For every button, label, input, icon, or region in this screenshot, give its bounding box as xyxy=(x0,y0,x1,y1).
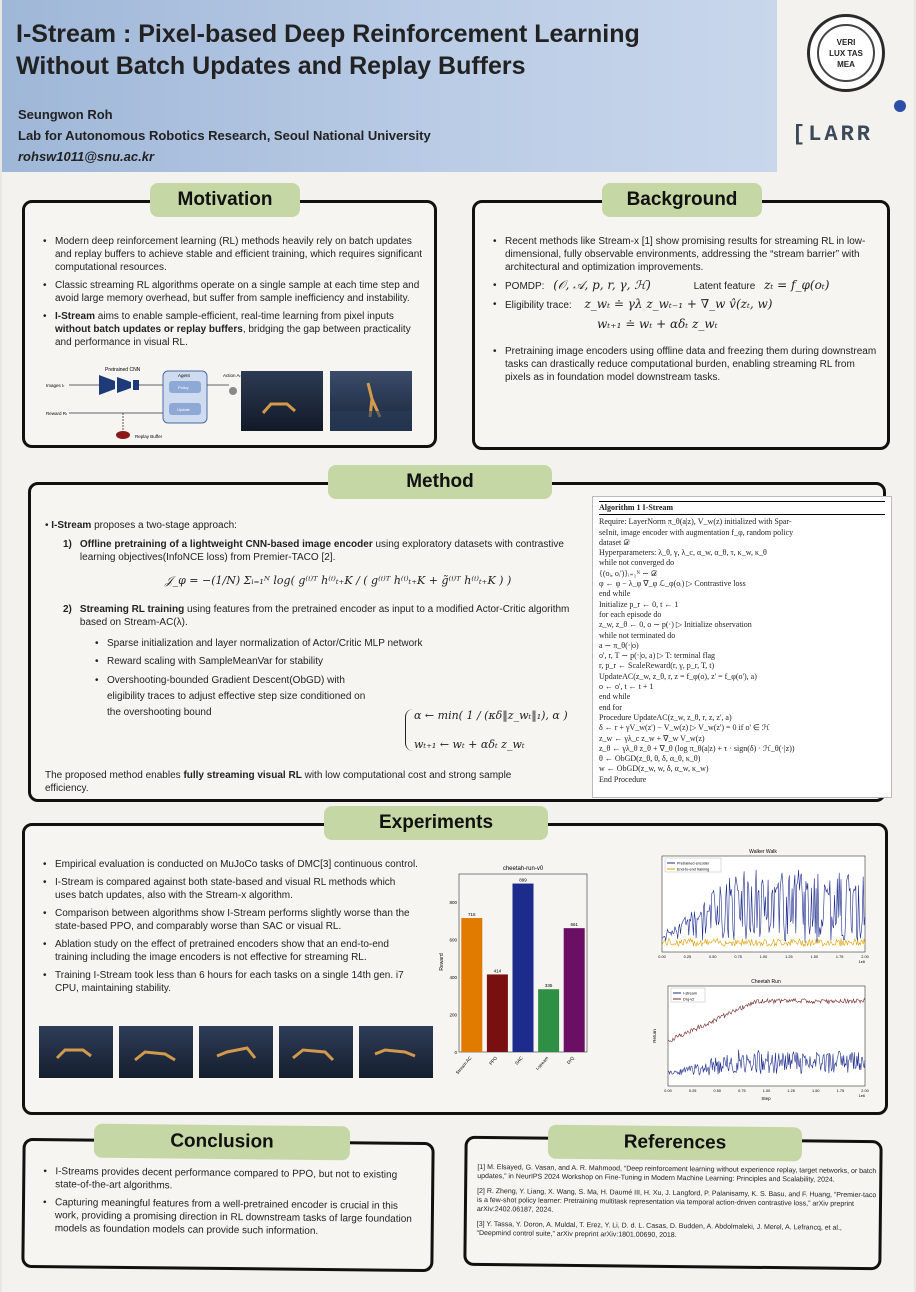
motivation-box xyxy=(22,200,437,448)
bar-chart-cheetah-run xyxy=(437,862,597,1102)
obgd-equations xyxy=(405,709,568,751)
x-axis-label: Step xyxy=(761,1096,771,1101)
trace-label: Eligibility trace: xyxy=(505,300,572,311)
step-2-sub-1: • Sparse initialization and layer normalization of Actor/Critic MLP network xyxy=(91,637,571,650)
algorithm-line: o', r, T ∼ p(·|o, a) ▷ T: terminal flag xyxy=(599,651,716,661)
mc-a: The proposed method enables xyxy=(45,770,184,781)
cheetah-frames xyxy=(39,1026,433,1078)
env-image-2 xyxy=(330,371,412,431)
x-tick-label: 0.00 xyxy=(664,1089,672,1093)
y-tick-label: 600 xyxy=(449,937,457,943)
reference-1: [1] M. Elsayed, G. Vasan, and A. R. Mahmood, “Deep reinforcement learning without experience replay, target networks, or batch updates,” in NeurIPS 2024 Workshop on Fine-Tuning in Modern Machine Learning: Principles and Scalability, 2024. xyxy=(477,1163,877,1184)
title-line-2: Without Batch Updates and Replay Buffers xyxy=(16,52,526,80)
algorithm-line: Hyperparameters: λ_θ, γ, λ_c, α_w, α_θ, τ, κ_w, κ_θ xyxy=(599,548,767,558)
algorithm-line: dataset 𝒟 xyxy=(599,537,630,547)
fig-cnn-label: Pretrained CNN xyxy=(105,367,141,373)
x-unit-label: 1e6 xyxy=(858,1094,865,1098)
exp-bullet-4: • Ablation study on the effect of pretrained encoders show that an end-to-end training including the image encoders is not effective for streaming RL. xyxy=(39,938,419,964)
algorithm-line: for each episode do xyxy=(599,609,662,619)
experiments-title: Experiments xyxy=(324,806,548,840)
obgd-eq-2: wₜ₊₁ ← wₜ + αδₜ z_wₜ xyxy=(414,738,525,751)
conclusion-bullet-2: • Capturing meaningful features from a well-pretrained encoder is crucial in this work, providing a promising direction in RL downstream tasks of large foundation models as foundation models can provide such information. xyxy=(39,1196,419,1239)
algorithm-header: Algorithm 1 I-Stream xyxy=(599,501,885,515)
background-bullet-trace xyxy=(489,298,879,331)
x-tick-label: 1.25 xyxy=(785,955,793,959)
conclusion-list xyxy=(39,1165,420,1244)
step-2-sublist xyxy=(91,637,423,721)
line-chart-cheetah-run xyxy=(650,974,875,1114)
cnn-shape-2 xyxy=(117,377,131,393)
poster xyxy=(2,0,914,1292)
bar-value-label: 715 xyxy=(468,912,476,918)
fig-images-label: Images Iₜ xyxy=(46,383,65,388)
step-1-bold: Offline pretraining of a lightweight CNN-based image encoder xyxy=(79,539,373,550)
x-tick-label: 1.00 xyxy=(759,955,768,959)
algorithm-line: z_θ ← γλ_θ z_θ + ∇_θ (log π_θ(a|z) + τ · sign(δ) · ℋ_θ(·|z)) xyxy=(599,743,795,753)
x-tick-label: 0.75 xyxy=(734,955,742,959)
method-intro-text: proposes a two-stage approach: xyxy=(91,520,237,531)
dot-decoration xyxy=(894,100,906,112)
architecture-diagram xyxy=(43,363,253,445)
background-list xyxy=(489,235,879,389)
fig-agent-label: Agent xyxy=(178,373,190,378)
motivation-title: Motivation xyxy=(150,183,300,217)
method-step-2 xyxy=(63,603,585,629)
legend-label: End-to-end training xyxy=(677,867,710,872)
algorithm-line: z_w ← γλ_c z_w + ∇_w V_w(z) xyxy=(599,733,705,743)
experiments-box xyxy=(22,823,888,1115)
method-intro: • I-Stream proposes a two-stage approach: xyxy=(45,520,237,531)
algorithm-line: a ∼ π_θ(·|o) xyxy=(599,640,639,650)
exp-bullet-3: • Comparison between algorithms show I-Stream performs slightly worse than the state-based PPO, and comparably worse than SAC or visual RL. xyxy=(39,907,419,933)
legend-label: Pretrained encoder xyxy=(677,861,710,866)
seal-text: VERI LUX TAS MEA xyxy=(829,37,863,69)
background-bullet-1: • Recent methods like Stream-x [1] show promising results for streaming RL in low-dimensional, fully observable environments, addressing the “stream barrier” with architectural and optimization improvements. xyxy=(489,235,879,274)
method-step-1 xyxy=(63,538,585,564)
x-tick-label: 0.25 xyxy=(683,955,692,959)
header-banner xyxy=(2,0,777,172)
latent-label: Latent feature xyxy=(693,281,756,292)
chart-title: Walker Walk xyxy=(749,849,777,855)
exp-bullet-1: • Empirical evaluation is conducted on MuJoCo tasks of DMC[3] continuous control. xyxy=(39,858,419,871)
cheetah-frame-2 xyxy=(119,1026,193,1078)
bar xyxy=(487,974,508,1052)
env-image-1 xyxy=(241,371,323,431)
replay-buffer-icon xyxy=(116,431,130,439)
algorithm-box xyxy=(592,496,892,798)
algorithm-line: φ ← φ − λ_φ ∇_φ ℒ_φ(oᵢ) ▷ Contrastive loss xyxy=(599,579,746,589)
algorithm-line: end while xyxy=(599,589,631,599)
robot-icon xyxy=(229,387,237,395)
lab-logo: [LARR xyxy=(792,122,874,147)
background-box xyxy=(472,200,890,450)
algorithm-line: z_w, z_θ ← 0, o ∼ p(·) ▷ Initialize observation xyxy=(599,620,752,630)
background-bullet-2: • Pretraining image encoders using offline data and freezing them during downstream tasks can drastically reduce computational burden, enabling streaming RL from pixels as in foundation model downstream tasks. xyxy=(489,345,879,384)
x-tick-label: 1.50 xyxy=(812,1089,820,1093)
algorithm-line: θ ← ObGD(z_θ, θ, δ, α_θ, κ_θ) xyxy=(599,754,701,764)
cheetah-frame-1 xyxy=(39,1026,113,1078)
cheetah-frame-3 xyxy=(199,1026,273,1078)
affiliation: Lab for Autonomous Robotics Research, Seoul National University xyxy=(18,128,431,143)
algorithm-line: o ← o', t ← t + 1 xyxy=(599,682,654,692)
x-tick-label: SAC xyxy=(513,1055,524,1066)
author-block xyxy=(18,104,431,167)
method-content xyxy=(45,519,585,794)
experiments-list xyxy=(39,858,419,1000)
seal-inner xyxy=(817,24,875,82)
background-title: Background xyxy=(602,183,762,217)
fig-reward-label: Reward Rₜ xyxy=(46,411,68,416)
method-intro-bold: I-Stream xyxy=(51,520,92,531)
algorithm-line: Initialize p_r ← 0, t ← 1 xyxy=(599,599,679,609)
x-tick-label: 1.25 xyxy=(787,1089,795,1093)
author-name: Seungwon Roh xyxy=(18,107,113,122)
x-unit-label: 1e6 xyxy=(858,960,865,964)
cnn-shape-3 xyxy=(133,380,139,390)
legend-label: Drq-v2 xyxy=(683,997,695,1002)
method-title: Method xyxy=(328,465,552,499)
motivation-bullet-1: • Modern deep reinforcement learning (RL) methods heavily rely on batch updates and replay buffers to achieve stable and efficient training, which requires significant computational resources. xyxy=(39,235,423,274)
conclusion-bullet-1: • I-Streams provides decent performance compared to PPO, but not to existing state-of-the-art algorithms. xyxy=(39,1165,419,1195)
trace-equation-1: z_wₜ ≐ γλ z_wₜ₋₁ + ∇_w v̂(zₜ, w) xyxy=(584,297,773,311)
chart-title: Cheetah Run xyxy=(751,979,781,985)
bar xyxy=(564,928,585,1052)
x-tick-label: Stream AC xyxy=(454,1055,473,1076)
motivation-list xyxy=(39,235,423,354)
fig-action-label: Action Aₜ xyxy=(223,373,241,378)
algorithm-lines xyxy=(599,517,885,785)
b3-text-a: aims to enable sample-efficient, real-time learning from pixel inputs xyxy=(95,311,394,322)
istream-bold: I-Stream xyxy=(55,311,96,322)
y-axis-label: Return xyxy=(652,1029,657,1043)
infonce-equation: 𝒥_φ = −(1/N) Σᵢ₌₁ᴺ log( g⁽ⁱ⁾ᵀ h⁽ⁱ⁾ₜ₊K / ( g⁽ⁱ⁾ᵀ h⁽ⁱ⁾ₜ₊K + g̃⁽ⁱ⁾ᵀ h⁽ⁱ⁾ₜ₊K ) ) xyxy=(165,574,512,587)
step-2-bold: Streaming RL training xyxy=(79,604,185,615)
step-2-text: using features from the pretrained encoder as input to a modified Actor-Critic algorithm based on Stream-AC(λ). xyxy=(79,604,570,628)
x-tick-label: 2.00 xyxy=(861,955,869,959)
cheetah-frame-5 xyxy=(359,1026,433,1078)
y-tick-label: 400 xyxy=(449,975,457,981)
cnn-shape-1 xyxy=(99,375,115,395)
x-tick-label: PPO xyxy=(488,1055,499,1066)
trace-equation-2: wₜ₊₁ ≐ wₜ + αδₜ z_wₜ xyxy=(597,317,718,331)
x-tick-label: 1.00 xyxy=(762,1089,771,1093)
obgd-eq-1: α ← min( 1 / (κδ‖z_wₜ‖₁), α ) xyxy=(414,709,568,722)
title-line-1: I-Stream : Pixel-based Deep Reinforcement Learning xyxy=(16,20,640,48)
bar-value-label: 899 xyxy=(519,877,527,883)
bar xyxy=(538,989,559,1052)
x-tick-label: I-stream xyxy=(534,1055,550,1072)
algorithm-line: seInit, image encoder with augmentation f_φ, random policy xyxy=(599,527,794,537)
x-tick-label: 1.50 xyxy=(810,955,818,959)
y-tick-label: 0 xyxy=(454,1050,457,1055)
fig-update-label: Update xyxy=(177,407,190,412)
line-chart-walker-walk xyxy=(650,844,875,974)
step-1-text: using exploratory datasets with contrastive learning objectives(InfoNCE loss) from Premier-TACO [2]. xyxy=(79,539,564,563)
b3-text-b: , bridging the gap between practicality and performance in visual RL. xyxy=(55,324,411,348)
references-title: References xyxy=(548,1125,802,1162)
b3-bold-2: without batch updates or replay buffers xyxy=(55,324,243,335)
mc-b: with low computational cost and strong sample efficiency. xyxy=(45,770,512,794)
background-bullet-pomdp xyxy=(489,279,879,293)
algorithm-line: δ ← r + γV_w(z') − V_w(z) ▷ V_w(z') = 0 if o' ∈ ℋ xyxy=(599,723,770,733)
bar xyxy=(513,884,534,1052)
method-conclusion xyxy=(45,769,545,795)
step-2-sub-3: • Overshooting-bounded Gradient Descent(ObGD) with eligibility traces to adjust effective step size conditioned on the overshooting bound xyxy=(91,673,381,721)
x-tick-label: DrQ xyxy=(565,1055,575,1065)
latent-equation: zₜ = f_φ(oₜ) xyxy=(764,278,830,292)
algorithm-line: Require: LayerNorm π_θ(a|z), V_w(z) initialized with Spar- xyxy=(599,517,792,527)
algorithm-line: end for xyxy=(599,702,622,712)
mc-bold: fully streaming visual RL xyxy=(183,770,302,781)
motivation-bullet-3 xyxy=(39,310,423,349)
cheetah-frame-4 xyxy=(279,1026,353,1078)
algorithm-line: end while xyxy=(599,692,631,702)
university-seal-logo xyxy=(807,14,885,92)
algorithm-line: r, p_r ← ScaleReward(r, γ, p_r, T, t) xyxy=(599,661,715,671)
reference-2: [2] R. Zheng, Y. Liang, X. Wang, S. Ma, H. Daumé III, H. Xu, J. Langford, P. Palanisamy, K. S. Basu, and F. Huang, “Premier-taco is a few-shot policy learner: Pretraining multitask representation via temporal action-driven contrastive loss,” arXiv preprint arXiv:2402.06187, 2024. xyxy=(476,1187,877,1214)
chart-title: cheetah-run-v0 xyxy=(502,866,544,872)
fig-policy-label: Policy xyxy=(178,385,189,390)
fig-buffer-label: Replay Buffer xyxy=(135,434,163,439)
conclusion-title: Conclusion xyxy=(94,1124,350,1161)
y-tick-label: 200 xyxy=(449,1012,457,1018)
exp-bullet-5: • Training I-Stream took less than 6 hours for each tasks on a single 14th gen. i7 CPU, maintaining stability. xyxy=(39,969,419,995)
algorithm-line: while not converged do xyxy=(599,558,675,568)
bar-value-label: 335 xyxy=(544,983,553,989)
exp-bullet-2: • I-Stream is compared against both state-based and visual RL methods which uses batch updates, also with the Stream-x algorithm. xyxy=(39,876,419,902)
x-tick-label: 2.00 xyxy=(861,1089,869,1093)
motivation-bullet-2: • Classic streaming RL algorithms operate on a single sample at each time step and avoid large memory overhead, but suffer from sample inefficiency and instability. xyxy=(39,279,423,305)
legend-label: I-stream xyxy=(683,991,697,996)
x-tick-label: 0.75 xyxy=(738,1089,746,1093)
bar-value-label: 661 xyxy=(570,922,578,928)
bar xyxy=(461,918,482,1052)
x-tick-label: 0.00 xyxy=(658,955,666,959)
algorithm-line: Procedure UpdateAC(z_w, z_θ, r, z, z', a) xyxy=(599,712,732,722)
y-tick-label: 800 xyxy=(449,900,457,906)
algorithm-line: w ← ObGD(z_w, w, δ, α_w, κ_w) xyxy=(599,764,709,774)
algorithm-line: End Procedure xyxy=(599,774,647,784)
y-axis-label: Reward xyxy=(439,953,445,971)
x-tick-label: 1.75 xyxy=(836,1089,845,1093)
agent-box xyxy=(163,371,207,423)
lab-logo-text: LARR xyxy=(808,122,874,147)
bar-value-label: 414 xyxy=(493,968,502,974)
pomdp-equation: (𝒪, 𝒜, p, r, γ, ℋ) xyxy=(553,278,651,292)
step-2-num: 2) xyxy=(63,604,72,615)
step-2-sub-2: • Reward scaling with SampleMeanVar for stability xyxy=(91,655,381,668)
algorithm-line: while not terminated do xyxy=(599,630,676,640)
poster-title xyxy=(16,18,640,82)
step-1-num: 1) xyxy=(63,539,72,550)
algorithm-line: UpdateAC(z_w, z_θ, r, z = f_φ(o), z' = f_φ(o'), a) xyxy=(599,671,757,681)
references-list xyxy=(477,1163,878,1248)
pomdp-label: POMDP: xyxy=(505,281,545,292)
x-tick-label: 0.50 xyxy=(713,1089,721,1093)
author-email: rohsw1011@snu.ac.kr xyxy=(18,149,154,164)
x-tick-label: 0.50 xyxy=(709,955,717,959)
x-tick-label: 0.25 xyxy=(688,1089,697,1093)
x-tick-label: 1.75 xyxy=(835,955,844,959)
reference-3: [3] Y. Tassa, Y. Doron, A. Muldal, T. Erez, Y. Li, D. d. L. Casas, D. Budden, A. Abdolmaleki, J. Merel, A. Lefrancq, et al., “Deepmind control suite,” arXiv preprint arXiv:1801.00690, 2018. xyxy=(476,1220,842,1240)
algorithm-line: {(oᵢ, oᵢ')}ᵢ₌₁ᴺ ∼ 𝒟 xyxy=(599,568,658,578)
